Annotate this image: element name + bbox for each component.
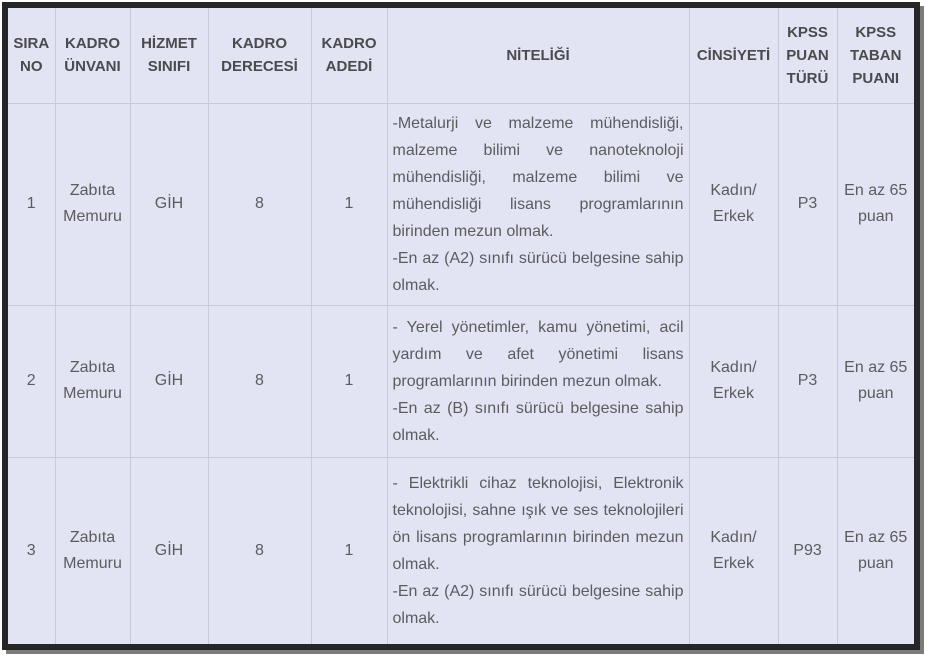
kadro-table [2,2,920,650]
cell-r2-hizmet-sinifi: GİH [130,305,208,457]
cell-r2-cinsiyeti: Kadın/ Erkek [689,305,778,457]
cell-r3-hizmet-sinifi: GİH [130,457,208,647]
col-header-niteligi: NİTELİĞİ [387,5,689,103]
cell-r2-sira-no: 2 [5,305,55,457]
cell-r1-sira-no: 1 [5,103,55,305]
cell-r3-kadro-adedi: 1 [311,457,387,647]
cell-r2-kpss-taban-puani: En az 65 puan [837,305,917,457]
cell-r3-kpss-puan-turu: P93 [778,457,837,647]
cell-r3-cinsiyeti: Kadın/ Erkek [689,457,778,647]
col-header-kadro-unvani: KADRO ÜNVANI [55,5,130,103]
niteligi-paragraph: -Metalurji ve malzeme mühendisliği, malzeme bilimi ve nanoteknoloji mühendisliği, malzeme bilimi ve mühendisliği lisans programlarının birinden mezun olmak. [392,114,684,240]
cell-r1-niteligi [387,103,689,305]
cell-r3-kadro-derecesi: 8 [208,457,311,647]
niteligi-paragraph: - Yerel yönetimler, kamu yönetimi, acil yardım ve afet yönetimi lisans programlarının birinden mezun olmak. [392,318,684,390]
header-row [5,5,917,103]
table-row-1 [5,103,917,305]
col-header-sira-no: SIRA NO [5,5,55,103]
cell-r1-kpss-taban-puani: En az 65 puan [837,103,917,305]
col-header-kadro-adedi: KADRO ADEDİ [311,5,387,103]
col-header-kadro-derecesi: KADRO DERECESİ [208,5,311,103]
niteligi-paragraph: -En az (A2) sınıfı sürücü belgesine sahip olmak. [392,582,684,627]
cell-r2-niteligi [387,305,689,457]
cell-r1-kpss-puan-turu: P3 [778,103,837,305]
col-header-cinsiyeti: CİNSİYETİ [689,5,778,103]
cell-r2-kadro-unvani: Zabıta Memuru [55,305,130,457]
niteligi-paragraph: -En az (A2) sınıfı sürücü belgesine sahip olmak. [392,249,684,294]
col-header-hizmet-sinifi: HİZMET SINIFI [130,5,208,103]
cell-r1-cinsiyeti: Kadın/ Erkek [689,103,778,305]
col-header-kpss-puan-turu: KPSS PUAN TÜRÜ [778,5,837,103]
table-row-2 [5,305,917,457]
cell-r3-kpss-taban-puani: En az 65 puan [837,457,917,647]
cell-r3-kadro-unvani: Zabıta Memuru [55,457,130,647]
cell-r2-kadro-adedi: 1 [311,305,387,457]
niteligi-paragraph: - Elektrikli cihaz teknolojisi, Elektronik teknolojisi, sahne ışık ve ses teknolojileri ön lisans programlarının birinden mezun olmak. [392,474,684,573]
cell-r3-niteligi [387,457,689,647]
table-row-3 [5,457,917,647]
niteligi-paragraph: -En az (B) sınıfı sürücü belgesine sahip olmak. [392,399,684,444]
col-header-kpss-taban-puani: KPSS TABAN PUANI [837,5,917,103]
cell-r3-sira-no: 3 [5,457,55,647]
cell-r2-kpss-puan-turu: P3 [778,305,837,457]
cell-r2-kadro-derecesi: 8 [208,305,311,457]
cell-r1-kadro-adedi: 1 [311,103,387,305]
cell-r1-kadro-unvani: Zabıta Memuru [55,103,130,305]
cell-r1-kadro-derecesi: 8 [208,103,311,305]
cell-r1-hizmet-sinifi: GİH [130,103,208,305]
